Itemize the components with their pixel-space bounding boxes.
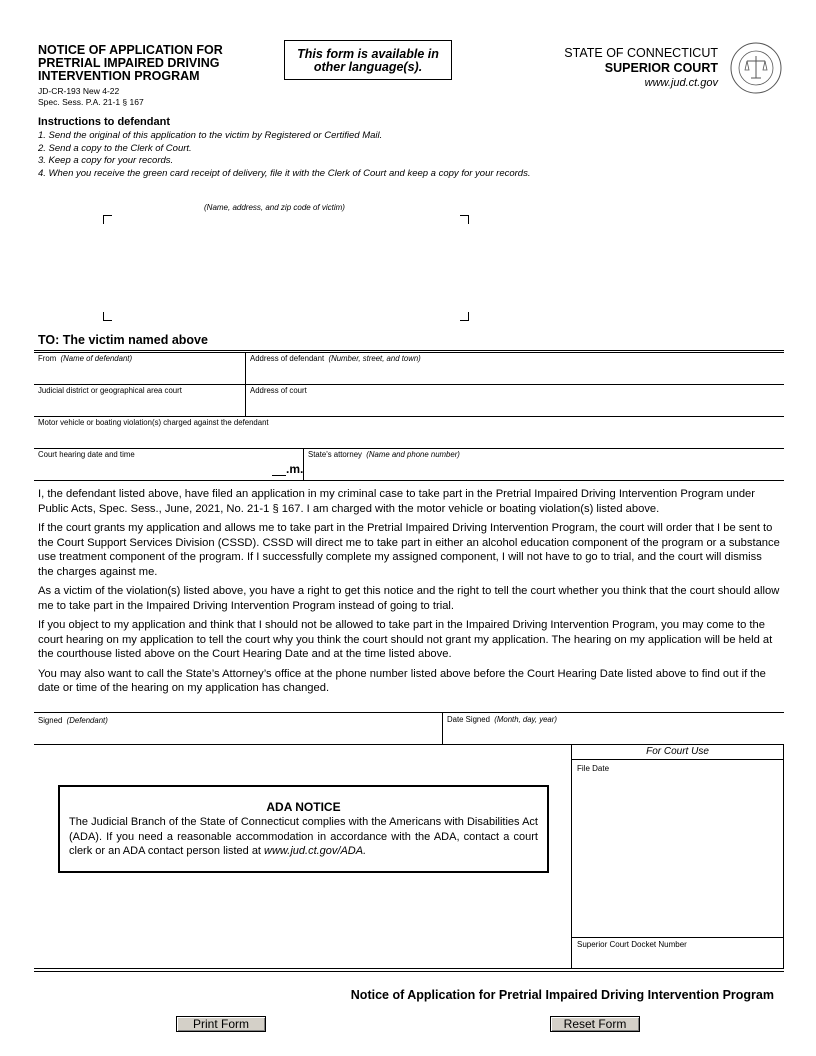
instruction-item: 3. Keep a copy for your records. — [38, 155, 174, 166]
address-corner-mark — [103, 312, 112, 321]
file-date-label: File Date — [577, 764, 610, 773]
ada-notice-text — [69, 815, 538, 859]
date-signed-hint: (Month, day, year) — [494, 715, 557, 724]
court-website: www.jud.ct.gov — [644, 77, 718, 89]
ada-link[interactable]: www.jud.ct.gov/ADA. — [264, 845, 367, 857]
address-corner-mark — [460, 312, 469, 321]
ampm-group — [272, 462, 303, 476]
state-name: STATE OF CONNECTICUT — [564, 46, 718, 60]
defendant-address-hint: (Number, street, and town) — [328, 354, 421, 363]
reset-form-button[interactable]: Reset Form — [550, 1016, 640, 1032]
hearing-date-field[interactable] — [36, 460, 266, 478]
instructions-list — [38, 130, 530, 180]
instruction-item: 2. Send a copy to the Clerk of Court. — [38, 142, 192, 154]
court-use-heading: For Court Use — [646, 746, 709, 757]
form-title: NOTICE OF APPLICATION FOR PRETRIAL IMPAIRED DRIVING INTERVENTION PROGRAM — [38, 43, 223, 83]
from-hint: (Name of defendant) — [60, 354, 133, 363]
form-number: JD-CR-193 New 4-22 — [38, 86, 120, 96]
ada-notice-body: The Judicial Branch of the State of Connecticut complies with the Americans with Disabilities Act (ADA). If you need a reasonable accommodation in accordance with the ADA, contact a court clerk or an ADA contact person listed at — [69, 816, 538, 857]
address-corner-mark — [460, 215, 469, 224]
ada-notice-title: ADA NOTICE — [266, 800, 341, 814]
field-divider — [571, 937, 784, 938]
body-paragraph: If the court grants my application and allows me to take part in the Pretrial Impaired Driving Intervention Program, the court will order that I be sent to the Court Support Services Division (CSSD). CSSD will direct me to take part in either an alcohol education component of the program or a substance use treatment component of the program. If I successfully complete my assigned component, I will not have to go to trial, and the court will dismiss the charges against me. — [38, 522, 780, 578]
form-number-block — [38, 86, 144, 108]
from-label: From — [38, 354, 57, 363]
states-attorney-label-group — [308, 450, 460, 459]
victim-address-caption: (Name, address, and zip code of victim) — [204, 203, 345, 212]
footer-divider — [34, 971, 784, 972]
body-paragraph: I, the defendant listed above, have filed an application in my criminal case to take part in the Pretrial Impaired Driving Intervention Program under Public Acts, Spec. Sess., June, 2021, No. 21-1 § 167. I am charged with the motor vehicle or boating violation(s) listed above. — [38, 488, 756, 515]
court-use-box — [571, 744, 784, 969]
date-signed-field[interactable] — [445, 726, 782, 744]
violation-label: Motor vehicle or boating violation(s) charged against the defendant — [38, 418, 269, 427]
signed-hint: (Defendant) — [66, 716, 108, 725]
print-form-button[interactable]: Print Form — [176, 1016, 266, 1032]
court-address-label: Address of court — [250, 386, 307, 395]
states-attorney-label: State's attorney — [308, 450, 362, 459]
footer-title: Notice of Application for Pretrial Impaired Driving Intervention Program — [350, 988, 774, 1002]
to-line: TO: The victim named above — [38, 333, 208, 347]
states-attorney-field[interactable] — [306, 460, 782, 478]
date-signed-label-group — [447, 715, 557, 724]
signed-label-group — [38, 716, 108, 725]
court-address-field[interactable] — [248, 396, 782, 416]
hearing-label: Court hearing date and time — [38, 450, 135, 459]
date-signed-label: Date Signed — [447, 715, 490, 724]
victim-address-field[interactable] — [112, 224, 457, 310]
field-divider — [34, 744, 571, 745]
field-divider — [34, 448, 784, 449]
signature-field[interactable] — [36, 726, 440, 744]
signed-label: Signed — [38, 716, 63, 725]
ampm-input[interactable] — [272, 464, 286, 476]
court-header — [564, 46, 718, 91]
field-divider — [442, 712, 443, 745]
from-label-group — [38, 354, 132, 363]
defendant-name-field[interactable] — [36, 364, 243, 384]
field-divider — [571, 759, 784, 760]
field-divider — [34, 350, 784, 351]
ada-notice — [58, 785, 549, 873]
body-paragraph: If you object to my application and think that I should not be allowed to take part in the Impaired Driving Intervention Program, you may come to the court hearing on my application to tell the court why you think the court should not grant my application. The hearing on my application will be held at the courthouse listed above on the Court Hearing Date and at the time listed above. — [38, 619, 773, 660]
instruction-item: 4. When you receive the green card receipt of delivery, file it with the Clerk of Court and keep a copy for your records. — [38, 167, 531, 179]
field-divider — [34, 384, 784, 385]
statute-reference: Spec. Sess. P.A. 21-1 § 167 — [38, 97, 144, 107]
footer-divider — [34, 968, 784, 969]
defendant-address-field[interactable] — [248, 364, 782, 384]
defendant-address-label-group — [250, 354, 421, 363]
field-divider — [34, 416, 784, 417]
state-seal-icon — [730, 42, 782, 94]
address-corner-mark — [103, 215, 112, 224]
defendant-address-label: Address of defendant — [250, 354, 325, 363]
field-divider — [34, 712, 784, 713]
ampm-suffix: .m. — [286, 462, 304, 476]
judicial-district-label: Judicial district or geographical area court — [38, 386, 182, 395]
instruction-item: 1. Send the original of this application to the victim by Registered or Certified Mail. — [38, 130, 383, 141]
language-notice: This form is available in other language(s). — [284, 40, 452, 80]
notice-body — [38, 487, 780, 701]
docket-number-label: Superior Court Docket Number — [577, 940, 687, 949]
violation-field[interactable] — [36, 428, 782, 448]
court-name: SUPERIOR COURT — [604, 61, 718, 75]
instructions-heading: Instructions to defendant — [38, 116, 170, 128]
states-attorney-hint: (Name and phone number) — [366, 450, 460, 459]
judicial-district-field[interactable] — [36, 396, 243, 416]
body-paragraph: As a victim of the violation(s) listed above, you have a right to get this notice and the right to tell the court whether you think that the court should allow me to take part in the Impaired Driving Intervention Program instead of going to trial. — [38, 585, 780, 612]
body-paragraph: You may also want to call the State’s Attorney’s office at the phone number listed above before the Court Hearing Date listed above to find out if the date or time of the hearing on my application has changed. — [38, 667, 766, 694]
field-divider — [34, 352, 784, 353]
field-divider — [34, 480, 784, 481]
